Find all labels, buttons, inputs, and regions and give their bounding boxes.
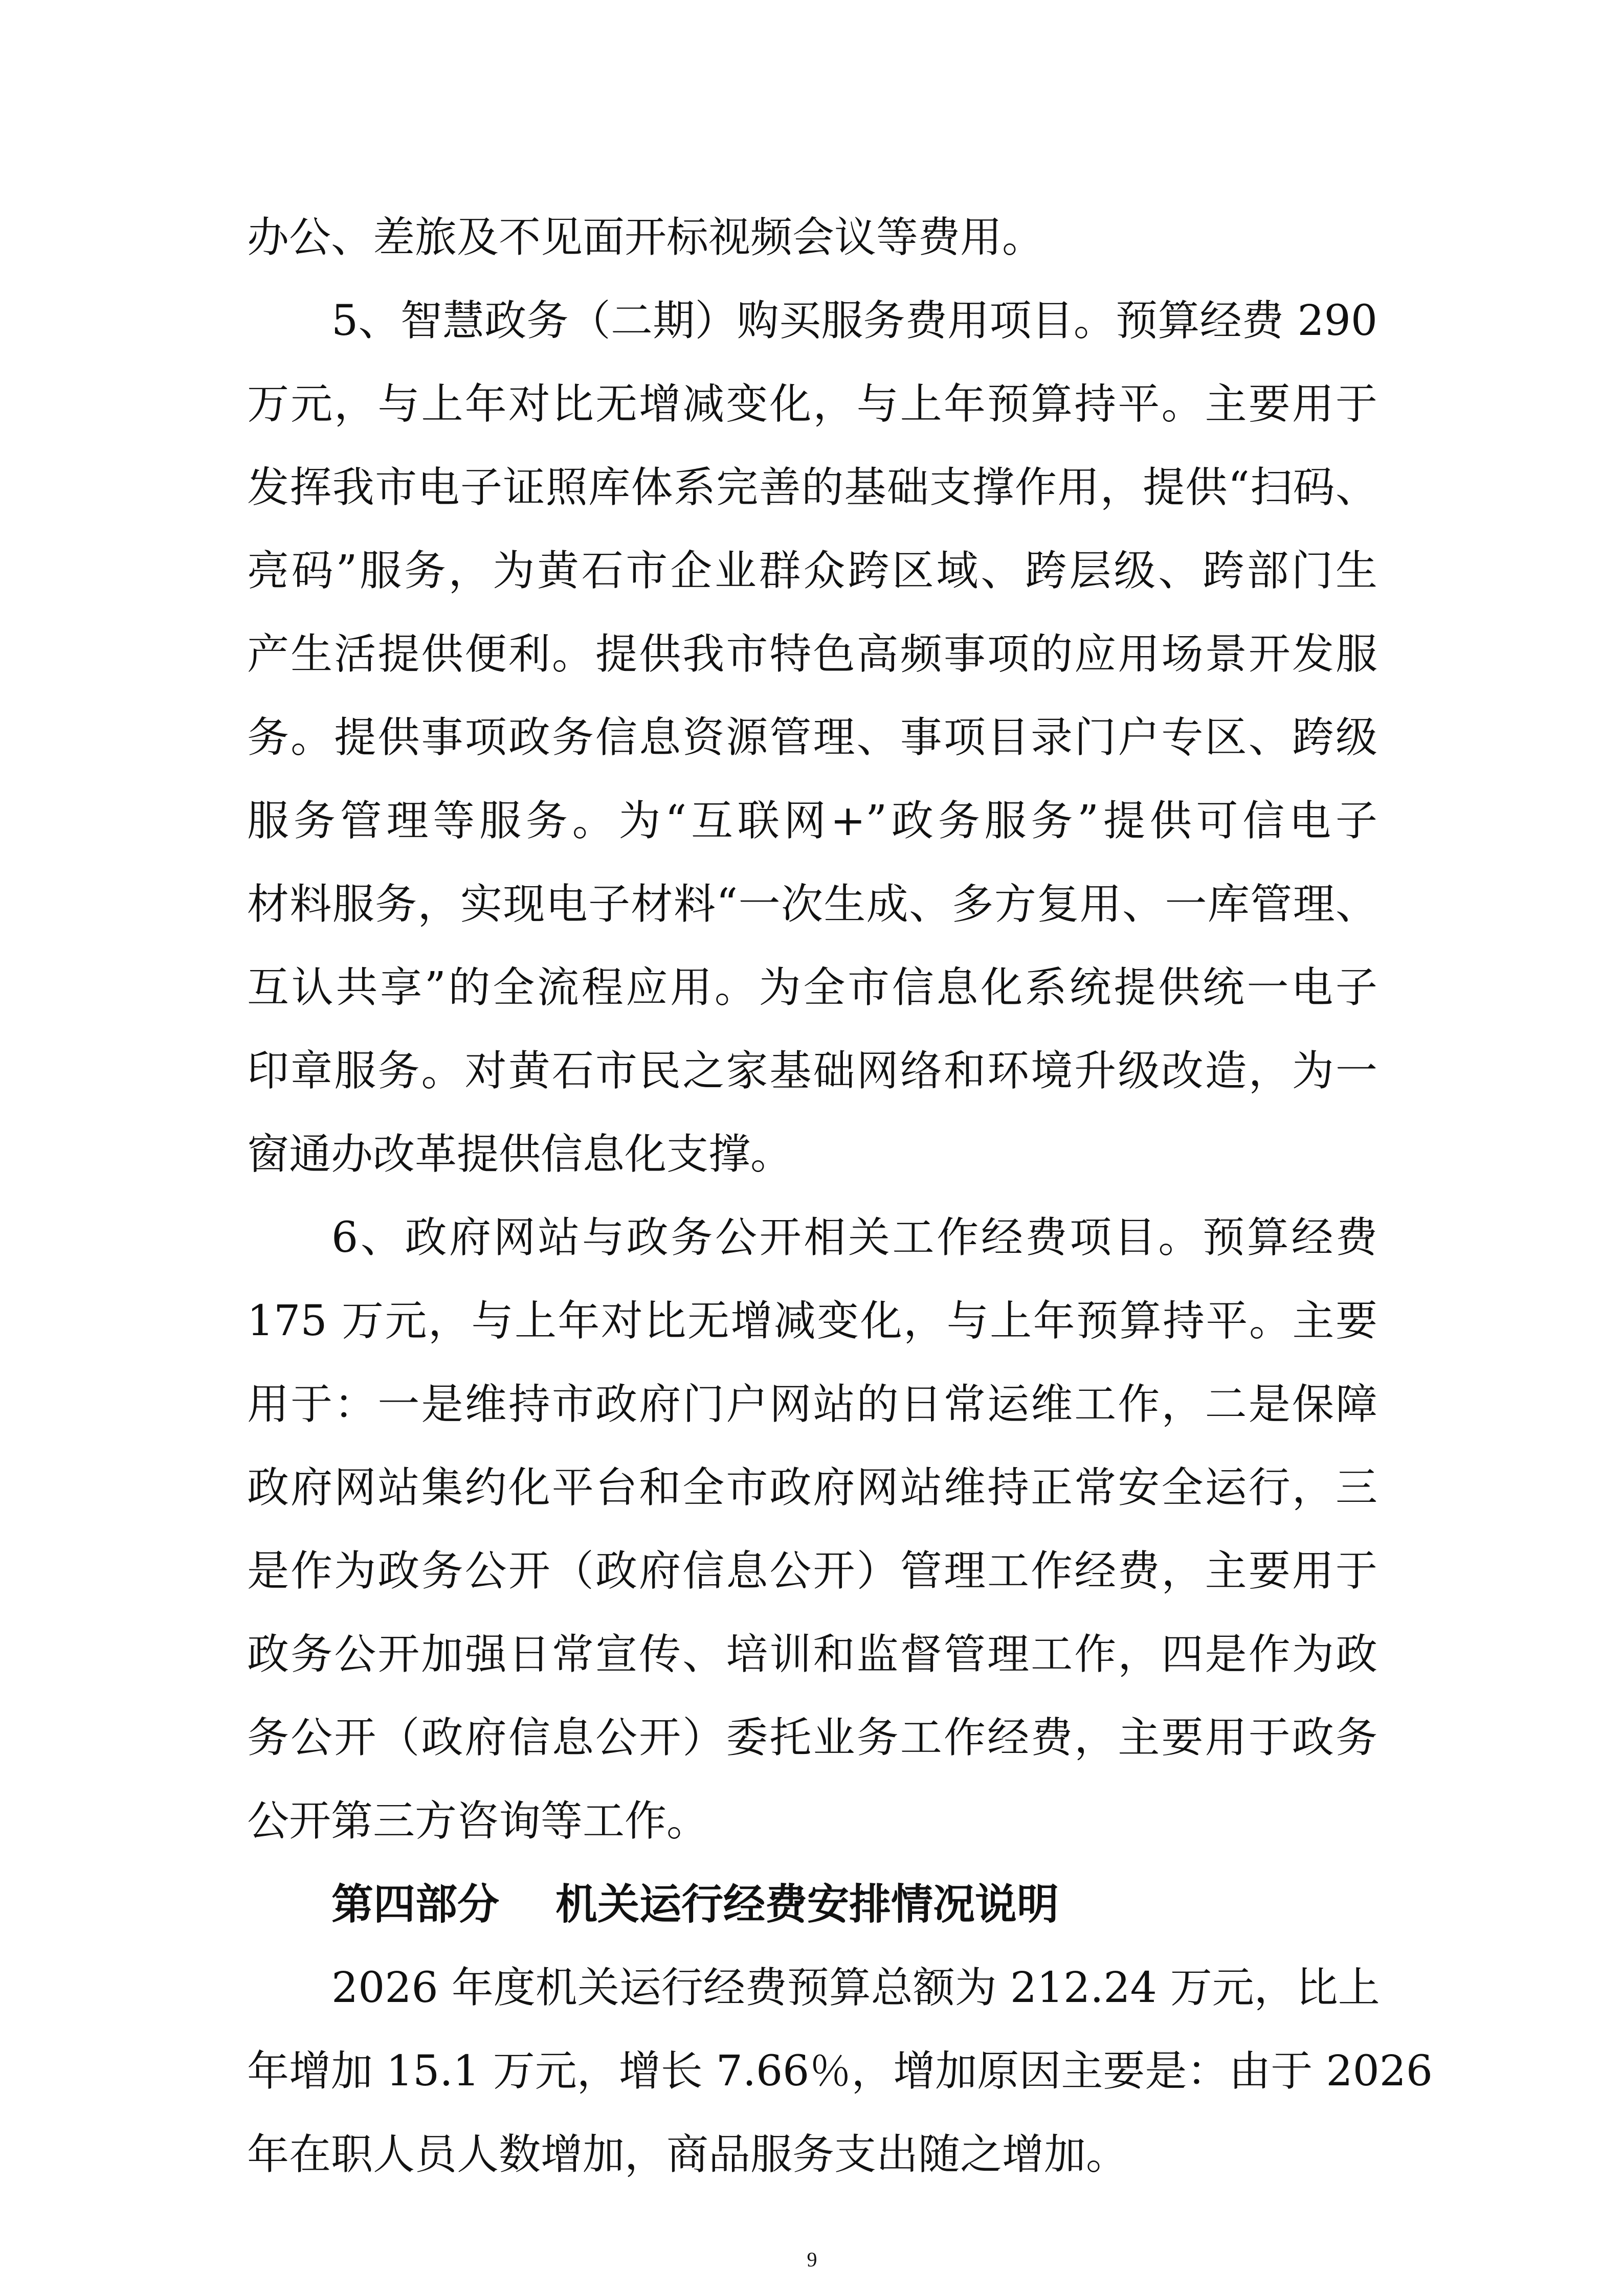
page-number: 9 (807, 2248, 817, 2271)
section-heading-part: 第四部分 (331, 1880, 500, 1929)
body-line: 印章服务。对黄石市民之家基础网络和环境升级改造，为一 (247, 1047, 1377, 1095)
body-line: 2026 年度机关运行经费预算总额为 212.24 万元，比上 (331, 1964, 1380, 2012)
body-line: 公开第三方咨询等工作。 (247, 1797, 709, 1845)
body-line: 材料服务，实现电子材料“一次生成、多方复用、一库管理、 (247, 880, 1377, 929)
body-line: 是作为政务公开（政府信息公开）管理工作经费，主要用于 (247, 1547, 1377, 1595)
body-line: 万元，与上年对比无增减变化，与上年预算持平。主要用于 (247, 380, 1377, 429)
body-line: 年增加 15.1 万元，增长 7.66％，增加原因主要是：由于 2026 (247, 2047, 1433, 2096)
body-line: 产生活提供便利。提供我市特色高频事项的应用场景开发服 (247, 630, 1377, 679)
body-line: 政府网站集约化平台和全市政府网站维持正常安全运行，三 (247, 1464, 1377, 1512)
section-heading-title: 机关运行经费安排情况说明 (555, 1880, 1059, 1929)
body-line: 亮码”服务，为黄石市企业群众跨区域、跨层级、跨部门生 (247, 547, 1377, 595)
body-line: 办公、差旅及不见面开标视频会议等费用。 (247, 213, 1044, 262)
body-line: 5、智慧政务（二期）购买服务费用项目。预算经费 290 (331, 297, 1377, 345)
body-line: 务公开（政府信息公开）委托业务工作经费，主要用于政务 (247, 1714, 1377, 1762)
body-line: 政务公开加强日常宣传、培训和监督管理工作，四是作为政 (247, 1630, 1377, 1679)
section-heading (331, 1866, 1059, 1943)
body-line: 年在职人员人数增加，商品服务支出随之增加。 (247, 2130, 1128, 2179)
body-line: 用于：一是维持市政府门户网站的日常运维工作，二是保障 (247, 1380, 1377, 1429)
body-line: 互认共享”的全流程应用。为全市信息化系统提供统一电子 (247, 963, 1377, 1012)
body-line: 发挥我市电子证照库体系完善的基础支撑作用，提供“扫码、 (247, 463, 1377, 512)
body-line: 服务管理等服务。为“互联网+”政务服务”提供可信电子 (247, 797, 1377, 845)
body-line: 窗通办改革提供信息化支撑。 (247, 1130, 793, 1179)
body-line: 175 万元，与上年对比无增减变化，与上年预算持平。主要 (247, 1297, 1377, 1345)
body-line: 6、政府网站与政务公开相关工作经费项目。预算经费 (331, 1213, 1377, 1262)
body-line: 务。提供事项政务信息资源管理、事项目录门户专区、跨级 (247, 713, 1377, 762)
